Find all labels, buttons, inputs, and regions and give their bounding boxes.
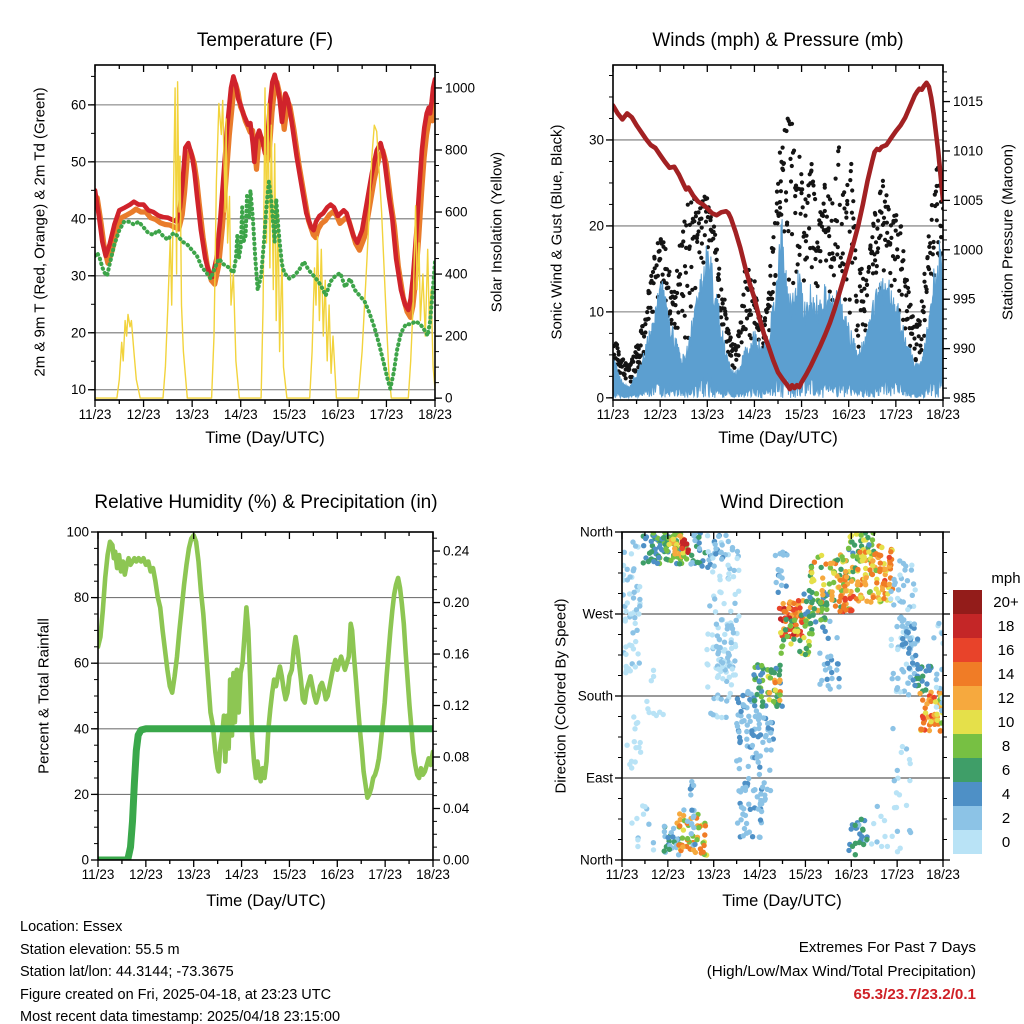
svg-text:40: 40 (73, 721, 89, 737)
station-location: Location: Essex (20, 919, 123, 935)
svg-text:18/23: 18/23 (416, 867, 450, 882)
svg-text:0.24: 0.24 (443, 543, 470, 559)
svg-text:North: North (579, 524, 613, 540)
svg-text:0: 0 (1001, 834, 1011, 851)
svg-text:12/23: 12/23 (126, 407, 161, 422)
svg-text:18/23: 18/23 (926, 407, 960, 422)
svg-text:20+: 20+ (993, 594, 1019, 611)
humidity-xaxis-label: Time (Day/UTC) (206, 892, 326, 910)
svg-text:15/23: 15/23 (272, 867, 307, 882)
svg-text:0: 0 (596, 390, 604, 406)
svg-text:17/23: 17/23 (368, 867, 403, 882)
svg-text:18/23: 18/23 (418, 407, 452, 422)
svg-text:60: 60 (70, 97, 86, 113)
svg-text:16/23: 16/23 (320, 867, 355, 882)
svg-text:0.00: 0.00 (443, 852, 470, 868)
station-info-footer (20, 916, 340, 1024)
svg-text:30: 30 (70, 268, 86, 284)
svg-text:11/23: 11/23 (78, 407, 112, 422)
svg-text:12/23: 12/23 (643, 407, 678, 422)
temperature-left-axis-label: 2m & 9m T (Red, Orange) & 2m Td (Green) (31, 87, 49, 377)
svg-text:985: 985 (953, 390, 976, 406)
svg-text:40: 40 (70, 211, 86, 227)
svg-text:West: West (582, 606, 613, 622)
svg-text:14: 14 (997, 666, 1015, 683)
temperature-chart-title: Temperature (F) (196, 30, 334, 51)
svg-text:80: 80 (73, 590, 89, 606)
solar-right-axis-label: Solar Insolation (Yellow) (488, 151, 506, 313)
svg-text:17/23: 17/23 (880, 867, 915, 882)
extremes-summary (707, 936, 976, 1007)
svg-text:1015: 1015 (953, 94, 984, 110)
svg-text:0.20: 0.20 (443, 595, 470, 611)
svg-text:17/23: 17/23 (369, 407, 404, 422)
svg-text:2: 2 (1001, 810, 1011, 827)
svg-text:15/23: 15/23 (272, 407, 307, 422)
svg-text:600: 600 (445, 204, 468, 220)
svg-text:14/23: 14/23 (224, 867, 259, 882)
svg-text:100: 100 (66, 524, 89, 540)
winds-xaxis-label: Time (Day/UTC) (718, 429, 838, 447)
svg-text:20: 20 (73, 786, 89, 802)
humidity-left-axis-label: Percent & Total Rainfall (35, 618, 53, 774)
svg-text:12/23: 12/23 (128, 867, 163, 882)
svg-text:6: 6 (1001, 762, 1011, 779)
wind-left-axis-label: Sonic Wind & Gust (Blue, Black) (548, 124, 566, 340)
extremes-values: 65.3/23.7/23.2/0.1 (853, 986, 976, 1004)
svg-text:18/23: 18/23 (926, 867, 960, 882)
extremes-subtitle: (High/Low/Max Wind/Total Precipitation) (706, 962, 976, 980)
svg-text:North: North (579, 852, 613, 868)
svg-text:0: 0 (81, 852, 89, 868)
figure-created-timestamp: Figure created on Fri, 2025-04-18, at 23:23 UTC (20, 986, 332, 1003)
station-latlon: Station lat/lon: 44.3144; -73.3675 (20, 964, 234, 981)
svg-text:East: East (585, 770, 613, 786)
svg-text:4: 4 (1001, 786, 1011, 803)
svg-text:12/23: 12/23 (650, 867, 685, 882)
direction-xaxis-label: Time (Day/UTC) (722, 892, 842, 910)
svg-text:16: 16 (997, 642, 1015, 659)
svg-text:11/23: 11/23 (596, 407, 630, 422)
svg-text:10: 10 (70, 382, 86, 398)
colorbar-units-label: mph (991, 570, 1021, 587)
svg-text:0.04: 0.04 (443, 801, 470, 817)
svg-text:800: 800 (445, 142, 468, 158)
svg-text:10: 10 (588, 304, 604, 320)
svg-text:20: 20 (588, 218, 604, 234)
pressure-right-axis-label: Station Pressure (Maroon) (999, 144, 1017, 320)
svg-text:15/23: 15/23 (784, 407, 819, 422)
svg-text:13/23: 13/23 (176, 867, 211, 882)
svg-text:16/23: 16/23 (320, 407, 355, 422)
svg-text:14/23: 14/23 (737, 407, 772, 422)
direction-left-axis-label: Direction (Colored By Speed) (552, 598, 570, 794)
svg-text:10: 10 (997, 714, 1015, 731)
svg-text:12: 12 (997, 690, 1015, 707)
svg-text:0.16: 0.16 (443, 646, 470, 662)
svg-text:0.08: 0.08 (443, 749, 470, 765)
svg-text:13/23: 13/23 (175, 407, 210, 422)
svg-text:11/23: 11/23 (605, 867, 639, 882)
svg-text:1010: 1010 (953, 143, 984, 159)
svg-text:16/23: 16/23 (831, 407, 866, 422)
svg-text:11/23: 11/23 (81, 867, 115, 882)
most-recent-data-timestamp: Most recent data timestamp: 2025/04/18 23:15:00 (20, 1009, 341, 1024)
svg-text:400: 400 (445, 266, 468, 282)
temperature-xaxis-label: Time (Day/UTC) (205, 429, 325, 447)
svg-text:1000: 1000 (445, 80, 476, 96)
svg-text:0.12: 0.12 (443, 698, 470, 714)
svg-text:0: 0 (445, 390, 453, 406)
svg-text:50: 50 (70, 154, 86, 170)
svg-text:30: 30 (588, 132, 604, 148)
svg-text:8: 8 (1001, 738, 1011, 755)
svg-text:200: 200 (445, 328, 468, 344)
svg-text:15/23: 15/23 (788, 867, 823, 882)
svg-text:990: 990 (953, 341, 976, 357)
svg-text:60: 60 (73, 655, 89, 671)
extremes-title: Extremes For Past 7 Days (798, 939, 976, 956)
svg-text:13/23: 13/23 (696, 867, 731, 882)
svg-text:1005: 1005 (953, 192, 984, 208)
svg-text:20: 20 (70, 325, 86, 341)
svg-text:14/23: 14/23 (223, 407, 258, 422)
svg-text:17/23: 17/23 (878, 407, 913, 422)
svg-text:18: 18 (997, 618, 1015, 635)
svg-text:995: 995 (953, 291, 976, 307)
humidity-precip-chart-title: Relative Humidity (%) & Precipitation (in) (94, 492, 438, 513)
wind-direction-chart-title: Wind Direction (720, 492, 844, 513)
svg-text:14/23: 14/23 (742, 867, 777, 882)
svg-text:1000: 1000 (953, 242, 984, 258)
winds-pressure-chart-title: Winds (mph) & Pressure (mb) (652, 30, 904, 51)
svg-text:16/23: 16/23 (834, 867, 869, 882)
svg-text:13/23: 13/23 (690, 407, 725, 422)
station-elevation: Station elevation: 55.5 m (20, 941, 180, 958)
svg-text:South: South (577, 688, 613, 704)
